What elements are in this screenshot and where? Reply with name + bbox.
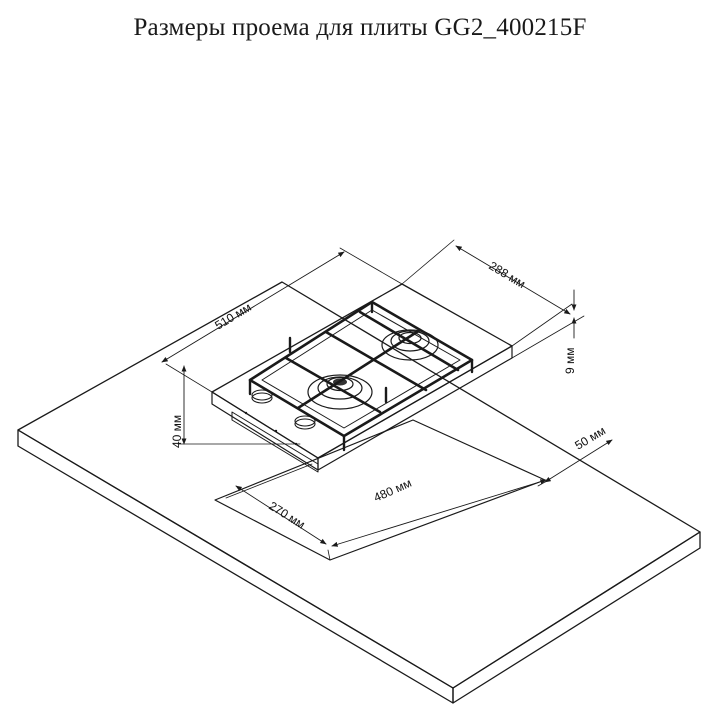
dim-cutout-depth xyxy=(236,486,326,544)
dim-edge-offset xyxy=(538,423,612,486)
dim-label: 510 мм xyxy=(212,300,254,333)
dim-hob-depth xyxy=(402,240,572,346)
dim-label: 288 мм xyxy=(486,258,528,292)
dim-hob-width xyxy=(162,248,402,392)
dim-label: 270 мм xyxy=(266,498,308,532)
dim-cutout-width xyxy=(328,476,546,560)
dim-label: 40 мм xyxy=(170,414,184,448)
dim-hob-height xyxy=(512,290,584,374)
dim-label: 9 мм xyxy=(563,347,577,374)
page-title: Размеры проема для плиты GG2_400215F xyxy=(133,14,587,41)
dim-label: 480 мм xyxy=(371,475,414,505)
countertop xyxy=(18,282,700,703)
dim-label: 50 мм xyxy=(572,423,608,453)
